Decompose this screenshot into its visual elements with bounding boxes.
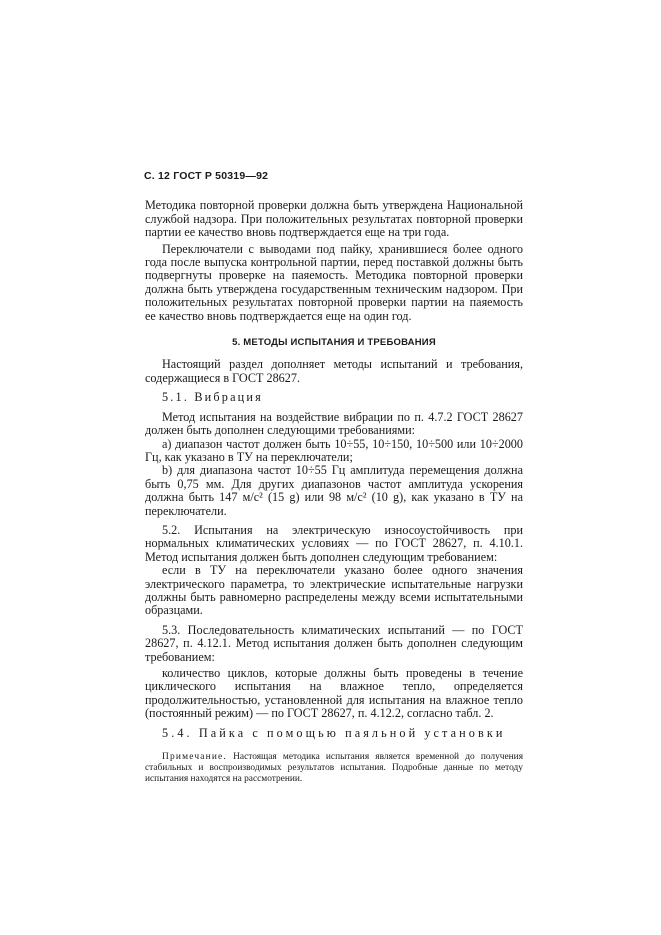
document-page <box>145 170 523 784</box>
note-label: Примечание. <box>162 752 227 763</box>
subsection-5-2-requirement: если в ТУ на переключатели указано более одного значения электрического параметра, то электрические испытательные нагрузки должны быть равномерно распределены между всеми испытательными образцами. <box>145 563 523 618</box>
subsection-5-3-text: 5.3. Последовательность климатических испытаний — по ГОСТ 28627, п. 4.12.1. Метод испытания должен быть дополнен следующим требованием: <box>145 622 523 664</box>
note <box>145 752 523 784</box>
paragraph-repeat-inspection: Методика повторной проверки должна быть утверждена Национальной службой надзора. При положительных результатах повторной проверки партии ее качество вновь подтверждается еще на три года. <box>145 198 523 240</box>
subsection-5-2-text: 5.2. Испытания на электрическую износоустойчивость при нормальных климатических условиях — по ГОСТ 28627, п. 4.10.1. Метод испытания должен быть дополнен следующим требованием: <box>145 522 523 564</box>
subsection-5-1-item-a: а) диапазон частот должен быть 10÷55, 10÷150, 10÷500 или 10÷2000 Гц, как указано в ТУ на переключатели; <box>145 436 523 464</box>
subsection-5-4-title: 5.4. Пайка с помощью паяльной установки <box>162 725 506 740</box>
section-intro: Настоящий раздел дополняет методы испытаний и требования, содержащиеся в ГОСТ 28627. <box>145 357 523 385</box>
section-title: 5. МЕТОДЫ ИСПЫТАНИЯ И ТРЕБОВАНИЯ <box>232 337 436 349</box>
page-header: С. 12 ГОСТ Р 50319—92 <box>144 170 269 182</box>
subsection-5-1-text: Метод испытания на воздействие вибрации по п. 4.7.2 ГОСТ 28627 должен быть дополнен следующими требованиями: <box>145 409 523 438</box>
subsection-5-1-title: 5.1. Вибрация <box>162 390 263 405</box>
paragraph-solderability: Переключатели с выводами под пайку, хранившиеся более одного года после выпуска контрольной партии, перед поставкой должны быть подвергнуты проверке на паяемость. Методика повторной проверки должна быть утверждена государственным техническим надзором. При положительных результатах повторной проверки партии на паяемость ее качество вновь подтверждается еще на один год. <box>145 241 523 323</box>
subsection-5-3-requirement: количество циклов, которые должны быть проведены в течение циклического испытания на влажное тепло, определяется продолжительностью, установленной для испытания на влажное тепло (постоянный режим) — по ГОСТ 28627, п. 4.12.2, согласно табл. 2. <box>145 666 523 721</box>
note-text: Настоящая методика испытания является временной до получения стабильных и воспроизводимых результатов испытания. Подробные данные по методу испытания находятся на рассмотрении. <box>145 752 524 784</box>
subsection-5-1-item-b: b) для диапазона частот 10÷55 Гц амплитуда перемещения должна быть 0,75 мм. Для других диапазонов частот амплитуда ускорения должна быть 147 м/с² (15 g) или 98 м/с² (10 g), как указано в ТУ на переключатели. <box>145 463 523 518</box>
